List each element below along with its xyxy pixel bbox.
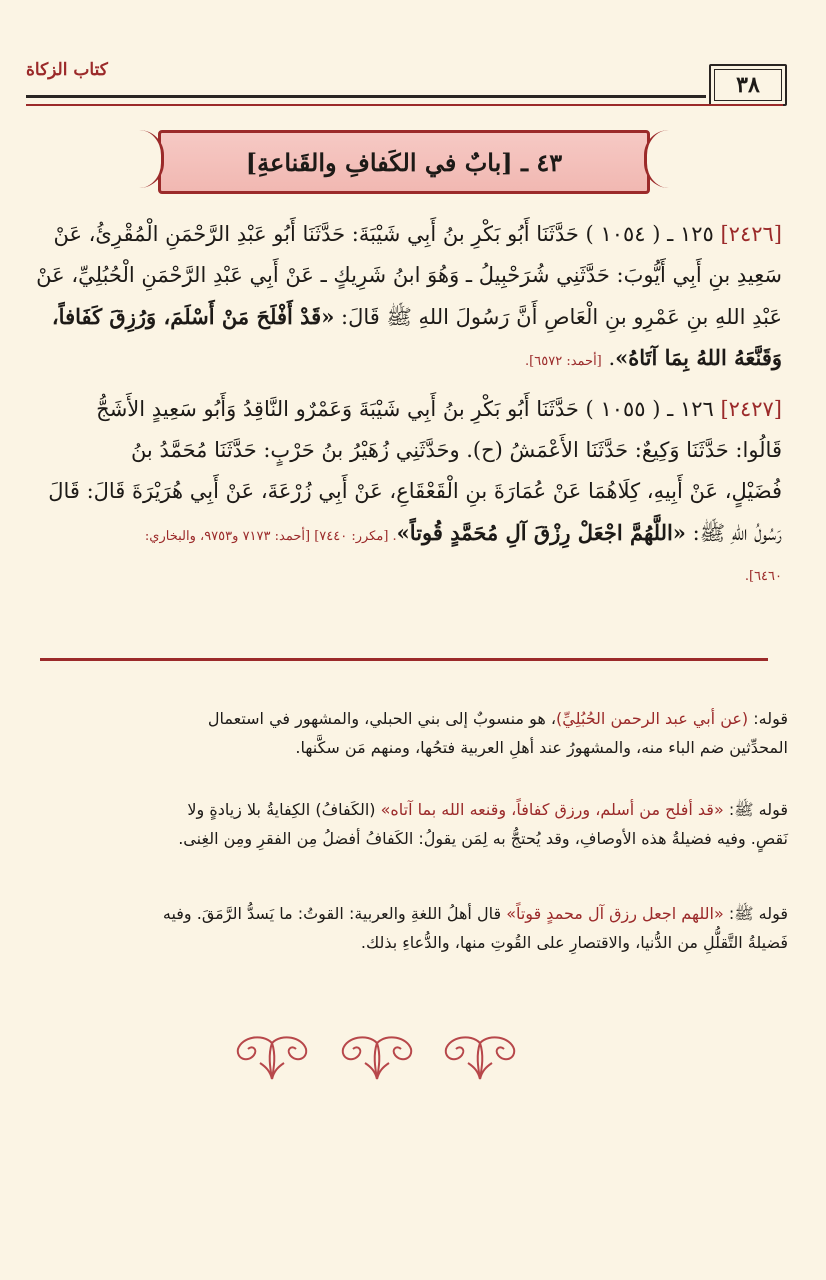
commentary-line	[18, 795, 788, 824]
hadith-line	[24, 214, 782, 255]
source-note: . [مكرر: ٧٤٤٠] [أحمد: ٧١٧٣ و٩٧٥٣، والبخاري:	[144, 529, 397, 544]
commentary-block	[18, 899, 788, 957]
commentary-text: المحدِّثين ضم الباء منه، والمشهورُ عند أهلِ العربية فتحُها، ومنهم مَن سكَّنها.	[295, 738, 788, 757]
hadith-text: عَبْدِ اللهِ بنِ عَمْرِو بنِ الْعَاصِ أَنَّ رَسُولَ اللهِ ﷺ قَالَ:	[334, 305, 782, 329]
commentary-highlight: «قد أفلح من أسلم، ورزق كفافاً، وقنعه الله بما آتاه»	[380, 800, 724, 819]
hadith-line	[24, 553, 782, 594]
header-rule-accent	[26, 104, 783, 106]
hadith-line	[24, 471, 782, 512]
commentary-text: ، هو منسوبٌ إلى بني الحبلي، والمشهور في استعمال	[207, 709, 557, 728]
commentary-text: (الكَفافُ) الكِفايةُ بلا زيادةٍ ولا	[187, 800, 381, 819]
floral-ornament-icon	[232, 1033, 312, 1083]
hadith-text: .	[601, 346, 616, 370]
hadith-quote: وَقَنَّعَهُ اللهُ بِمَا آتَاهُ»	[615, 345, 782, 370]
commentary-block	[18, 704, 788, 762]
floral-ornament-icon	[440, 1033, 520, 1083]
commentary-line	[18, 928, 788, 957]
hadith-line	[24, 389, 782, 430]
commentary-line	[18, 824, 788, 853]
commentary-text: فَضيلةُ التَّقلُّلِ من الدُّنيا، والاقتصارِ على القُوتِ منها، والدُّعاءِ بذلك.	[360, 933, 788, 952]
commentary-highlight: (عن أبي عبد الرحمن الحُبُلِيِّ)	[556, 709, 749, 728]
commentary-line	[18, 704, 788, 733]
hadith-line	[24, 512, 782, 553]
hadith-2426	[24, 214, 782, 378]
hadith-line	[24, 337, 782, 378]
commentary-text: نَقصٍ. وفيه فضيلةُ هذه الأوصافِ، وقد يُحتجُّ به لِمَن يقولُ: الكَفافُ أفضلُ مِن الفقرِ ومِن الغِنى.	[178, 829, 788, 848]
commentary-text: قوله ﷺ:	[723, 904, 788, 923]
commentary-line	[18, 733, 788, 762]
hadith-text: قَالُوا: حَدَّثَنَا وَكِيعٌ: حَدَّثَنَا الأَعْمَشُ (ح). وحَدَّثَنِي زُهَيْرُ بنُ حَرْبٍ: حَدَّثَنَا مُحَمَّدُ بنُ	[130, 438, 782, 462]
hadith-text: ١٢٦ ـ ( ١٠٥٥ ) حَدَّثَنَا أَبُو بَكْرِ بنُ أَبِي شَيْبَةَ وَعَمْرٌو النَّاقِدُ وَأَبُو سَعِيدٍ الأَشَجُّ	[96, 397, 721, 421]
floral-ornament-icon	[337, 1033, 417, 1083]
header-rule	[26, 95, 706, 98]
commentary-divider	[40, 658, 768, 661]
source-note: ٦٤٦٠].	[744, 569, 782, 584]
commentary-block	[18, 795, 788, 853]
commentary-line	[18, 899, 788, 928]
chapter-banner	[158, 130, 650, 194]
hadith-line	[24, 430, 782, 471]
hadith-text: فُضَيْلٍ، عَنْ أَبِيهِ، كِلَاهُمَا عَنْ عُمَارَةَ بنِ الْقَعْقَاعِ، عَنْ أَبِي زُرْعَةَ، عَنْ أَبِي هُرَيْرَةَ قَالَ: قَالَ	[48, 479, 782, 503]
commentary-text: قوله:	[748, 709, 788, 728]
hadith-text: رَسُولُ اللهِ ﷺ:	[685, 521, 782, 545]
commentary-text: قال أهلُ اللغةِ والعربية: القوتُ: ما يَسدُّ الرَّمَقَ. وفيه	[162, 904, 507, 923]
hadith-quote: «قَدْ أَفْلَحَ مَنْ أَسْلَمَ، وَرُزِقَ كَفَافاً،	[51, 304, 335, 329]
hadith-text: سَعِيدِ بنِ أَبِي أَيُّوبَ: حَدَّثَنِي شُرَحْبِيلُ ـ وَهُوَ ابنُ شَرِيكٍ ـ عَنْ أَبِي عَبْدِ الرَّحْمَنِ الْحُبُلِيِّ، عَنْ	[36, 263, 782, 287]
commentary-text: قوله ﷺ:	[723, 800, 788, 819]
running-title: كتاب الزكاة	[26, 60, 108, 80]
chapter-title: ٤٣ ـ [بابٌ في الكَفافِ والقَناعةِ]	[245, 147, 563, 177]
hadith-number: [٢٤٢٦]	[720, 222, 782, 246]
commentary-highlight: «اللهم اجعل رزق آل محمدٍ قوتاً»	[506, 904, 724, 923]
hadith-quote: «اللَّهُمَّ اجْعَلْ رِزْقَ آلِ مُحَمَّدٍ قُوتاً»	[396, 520, 686, 545]
hadith-2427	[24, 389, 782, 594]
hadith-line	[24, 296, 782, 337]
hadith-number: [٢٤٢٧]	[720, 397, 782, 421]
hadith-line	[24, 255, 782, 296]
hadith-text: ١٢٥ ـ ( ١٠٥٤ ) حَدَّثَنَا أَبُو بَكْرِ بنُ أَبِي شَيْبَةَ: حَدَّثَنَا أَبُو عَبْدِ الرَّحْمَنِ الْمُقْرِئُ، عَنْ	[53, 222, 721, 246]
source-note: [أحمد: ٦٥٧٢].	[525, 354, 602, 369]
page-number: ٣٨	[709, 64, 787, 106]
